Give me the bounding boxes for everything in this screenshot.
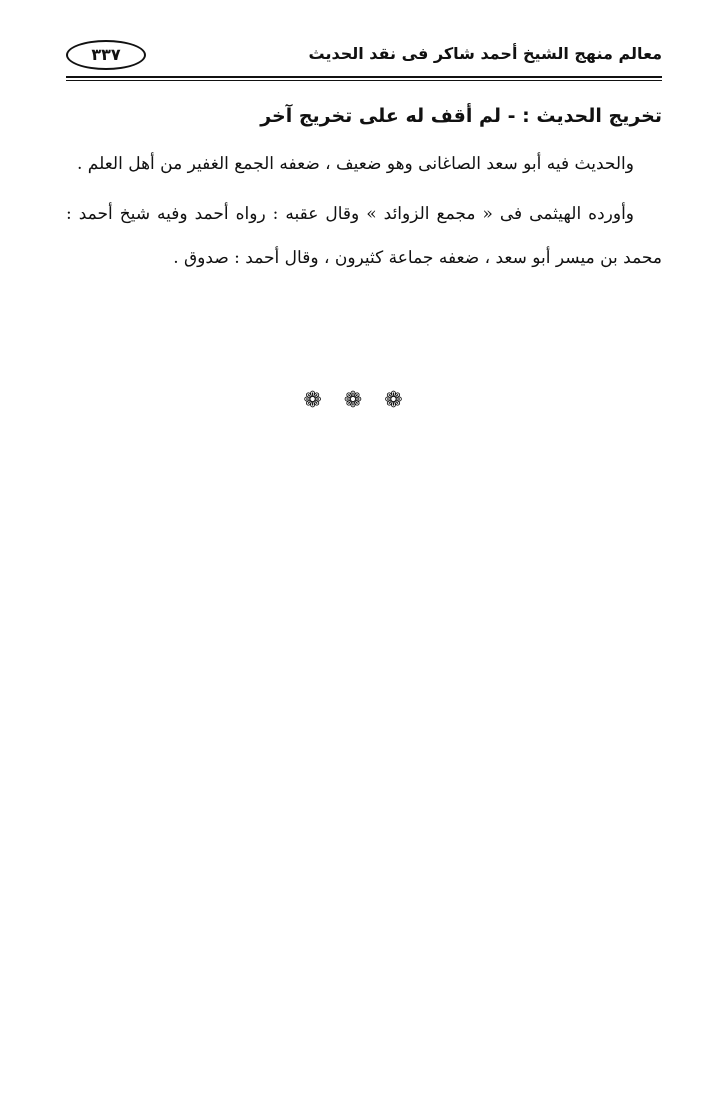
book-title: معالم منهج الشيخ أحمد شاكر فى نقد الحديث: [308, 44, 662, 63]
running-header: [66, 38, 662, 78]
header-rule: [66, 76, 662, 78]
flower-ornament-icon: ❁: [343, 388, 385, 413]
paragraph-1: والحديث فيه أبو سعد الصاغانى وهو ضعيف ، ضعفه الجمع الغفير من أهل العلم .: [76, 154, 634, 174]
section-end-ornament: [0, 388, 728, 413]
page-body: [66, 96, 662, 286]
page-number: ٣٣٧: [66, 40, 146, 70]
section-heading: تخريج الحديث : - لم أقف له على تخريج آخر: [260, 105, 662, 127]
paragraph-2: وأورده الهيثمى فى « مجمع الزوائد » وقال عقبه : رواه أحمد وفيه شيخ أحمد : محمد بن ميسر أبو سعد ، ضعفه جماعة كثيرون ، وقال أحمد : صدوق .: [66, 204, 662, 268]
flower-ornament-icon: ❁: [303, 388, 344, 413]
header-rule-thin: [66, 80, 662, 81]
flower-ornament-icon: ❁: [384, 388, 425, 413]
